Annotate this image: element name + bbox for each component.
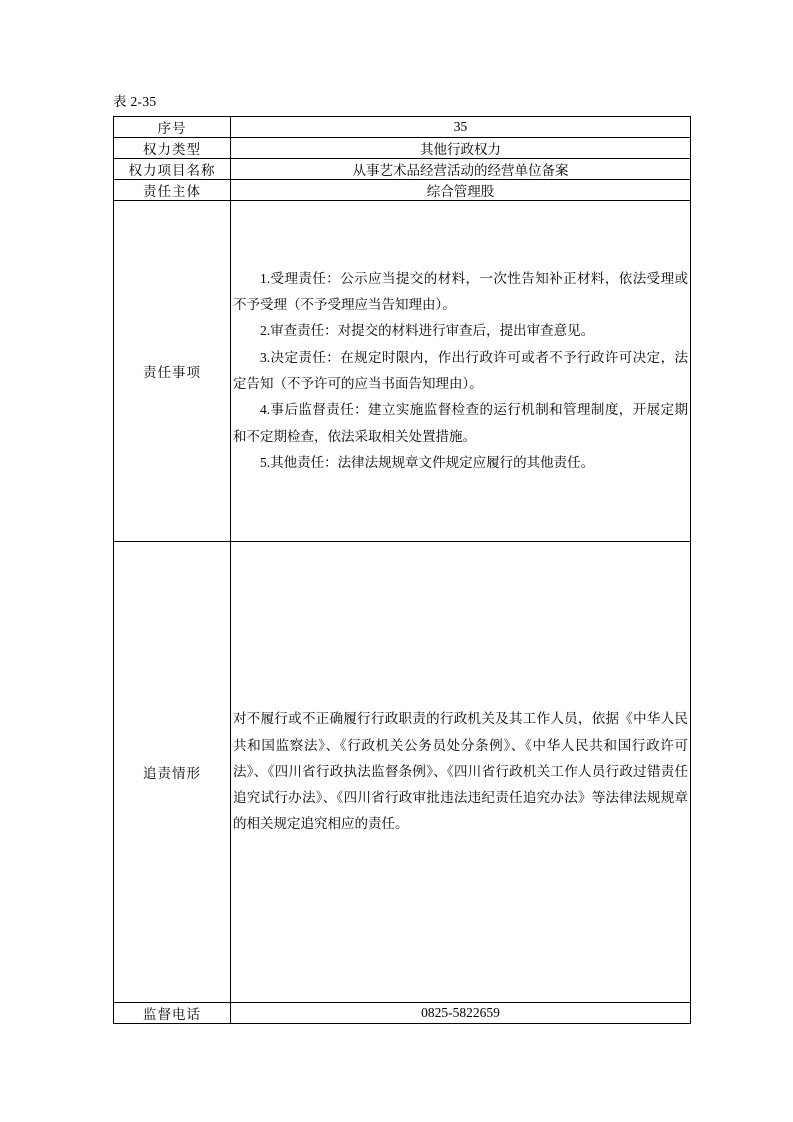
row-label-responsible-body: 责任主体 bbox=[114, 180, 231, 201]
row-label-accountability: 追责情形 bbox=[114, 542, 231, 1003]
row-value-serial: 35 bbox=[231, 117, 691, 138]
row-value-accountability bbox=[231, 542, 691, 1003]
table-row-accountability bbox=[114, 542, 691, 1003]
table-caption: 表 2-35 bbox=[113, 94, 157, 109]
row-label-power-name: 权力项目名称 bbox=[114, 159, 231, 180]
duty-item: 1.受理责任：公示应当提交的材料，一次性告知补正材料，依法受理或不予受理（不予受理应当告知理由）。 bbox=[233, 270, 688, 313]
row-label-serial: 序号 bbox=[114, 117, 231, 138]
duty-item: 5.其他责任：法律法规规章文件规定应履行的其他责任。 bbox=[260, 454, 595, 470]
row-value-phone: 0825-5822659 bbox=[231, 1003, 691, 1024]
row-value-responsible-body: 综合管理股 bbox=[231, 180, 691, 201]
table-row bbox=[114, 1003, 691, 1024]
row-value-power-name: 从事艺术品经营活动的经营单位备案 bbox=[231, 159, 691, 180]
duty-item: 2.审查责任：对提交的材料进行审查后，提出审查意见。 bbox=[260, 323, 595, 339]
table-row bbox=[114, 117, 691, 138]
table-row-duties bbox=[114, 201, 691, 542]
power-item-table bbox=[113, 116, 691, 1024]
duty-item: 4.事后监督责任：建立实施监督检查的运行机制和管理制度，开展定期和不定期检查，依法采取相关处置措施。 bbox=[233, 402, 688, 444]
row-label-power-type: 权力类型 bbox=[114, 138, 231, 159]
accountability-text: 对不履行或不正确履行行政职责的行政机关及其工作人员，依据《中华人民共和国监察法》、《行政机关公务员处分条例》、《中华人民共和国行政许可法》、《四川省行政执法监督条例》、《四川省行政机关工作人员行政过错责任追究试行办法》、《四川省行政审批违法违纪责任追究办法》等法律法规规章的相关规定追究相应的责任。 bbox=[233, 711, 688, 832]
table-row bbox=[114, 138, 691, 159]
row-label-duties: 责任事项 bbox=[114, 201, 231, 542]
duty-item: 3.决定责任：在规定时限内，作出行政许可或者不予行政许可决定，法定告知（不予许可的应当书面告知理由）。 bbox=[233, 349, 688, 391]
row-label-phone: 监督电话 bbox=[114, 1003, 231, 1024]
row-value-power-type: 其他行政权力 bbox=[231, 138, 691, 159]
row-value-duties bbox=[231, 201, 691, 542]
table-row bbox=[114, 180, 691, 201]
table-row bbox=[114, 159, 691, 180]
